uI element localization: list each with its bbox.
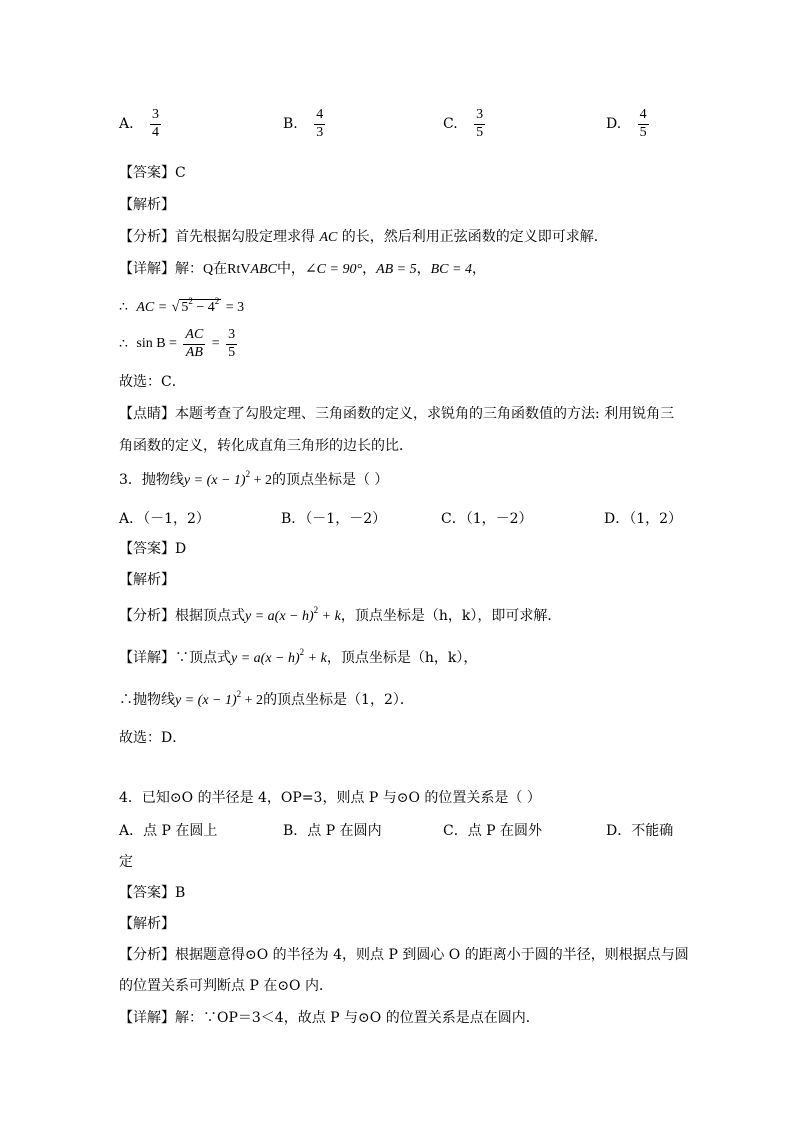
- fraction: $\frac{3}{5}$: [476, 107, 484, 140]
- q3-option-a: A．（－1，2）: [119, 511, 210, 527]
- fraction: $\frac{4}{5}$: [639, 107, 647, 140]
- q2-guxuan: 故选：C．: [119, 374, 186, 390]
- q2-option-d: [606, 108, 651, 140]
- q3-xiangjie: 【详解】∵顶点式$y = a(x - h)^2 + k$，顶点坐标是（h，k），: [119, 647, 478, 666]
- q3-therefore: ∴抛物线$y = (x - 1)^2 + 2$的顶点坐标是（1，2）．: [119, 689, 414, 708]
- option-label: D.: [606, 116, 622, 133]
- q2-xiangjie: 【详解】解：Q在RtVABC中，∠C = 90°，AB = 5，BC = 4，: [119, 261, 486, 277]
- q3-analysis-tag: 【解析】: [119, 572, 175, 588]
- option-label: A.: [119, 116, 134, 133]
- therefore-icon: ∴: [119, 299, 128, 315]
- answer-value: C: [175, 165, 186, 181]
- q3-guxuan: 故选：D．: [119, 730, 187, 746]
- q2-answer: [119, 163, 186, 183]
- triangle-glyph: V: [240, 262, 251, 277]
- option-label: B.: [283, 116, 298, 133]
- q3-fenxi: 【分析】根据顶点式$y = a(x - h)^2 + k$，顶点坐标是（h，k），即可求解．: [119, 605, 562, 624]
- q4-option-wrap: 定: [119, 854, 133, 870]
- q3-answer: 【答案】D: [119, 541, 187, 557]
- q2-ac-equation: ∴ AC = √ $5^2 - 4^2 = 3$: [119, 296, 245, 315]
- q4-fenxi-2: 的位置关系可判断点 P 在⊙O 内．: [119, 978, 333, 994]
- q2-dianjing-2: 角函数的定义，转化成直角三角形的边长的比．: [119, 438, 413, 454]
- q3-option-c: C．（1，－2）: [441, 511, 533, 527]
- answer-tag: 【答案】: [119, 165, 175, 181]
- therefore-icon: ∴: [119, 336, 128, 353]
- fraction: $\frac{AC}{AB}$: [185, 327, 204, 360]
- q4-option-d: D．不能确: [606, 823, 674, 839]
- q3-option-b: B．（－1，－2）: [281, 511, 387, 527]
- sqrt-icon: √: [171, 300, 180, 315]
- q2-option-b: [283, 108, 327, 140]
- q3-option-d: D．（1，2）: [604, 511, 683, 527]
- fraction: $\frac{3}{4}$: [152, 107, 160, 140]
- q4-xiangjie: 【详解】解：∵OP＝3＜4，故点 P 与⊙O 的位置关系是点在圆内．: [119, 1010, 540, 1026]
- q4-option-c: C．点 P 在圆外: [443, 823, 543, 839]
- fraction: $\frac{4}{3}$: [316, 107, 324, 140]
- q2-analysis-tag: 【解析】: [119, 197, 175, 213]
- q2-option-c: [443, 108, 487, 140]
- q4-answer: 【答案】B: [119, 885, 186, 901]
- q4-analysis-tag: 【解析】: [119, 916, 175, 932]
- q3-stem: 3．抛物线$y = (x - 1)^2 + 2$的顶点坐标是（ ）: [119, 469, 389, 488]
- sqrt-radicand: $5^2 - 4^2$: [181, 296, 220, 315]
- q4-fenxi-1: 【分析】根据题意得⊙O 的半径为 4，则点 P 到圆心 O 的距离小于圆的半径，则根据点与圆: [119, 947, 689, 963]
- q4-option-a: A．点 P 在圆上: [119, 823, 218, 839]
- option-label: C.: [443, 116, 458, 133]
- q2-fenxi: 【分析】首先根据勾股定理求得 AC 的长，然后利用正弦函数的定义即可求解．: [119, 229, 608, 245]
- fraction: $\frac{3}{5}$: [228, 327, 236, 360]
- q4-stem: 4．已知⊙O 的半径是 4，OP=3，则点 P 与⊙O 的位置关系是（ ）: [119, 790, 541, 806]
- q2-dianjing-1: 【点睛】本题考查了勾股定理、三角函数的定义，求锐角的三角函数值的方法: 利用锐角三: [119, 406, 675, 422]
- q2-sin-equation: ∴ sin B = $\frac{AC}{AB}$ = $\frac{3}{5}$: [119, 327, 236, 360]
- q4-option-b: B．点 P 在圆内: [283, 823, 382, 839]
- because-glyph: Q: [203, 262, 214, 277]
- q2-option-a: [119, 108, 163, 140]
